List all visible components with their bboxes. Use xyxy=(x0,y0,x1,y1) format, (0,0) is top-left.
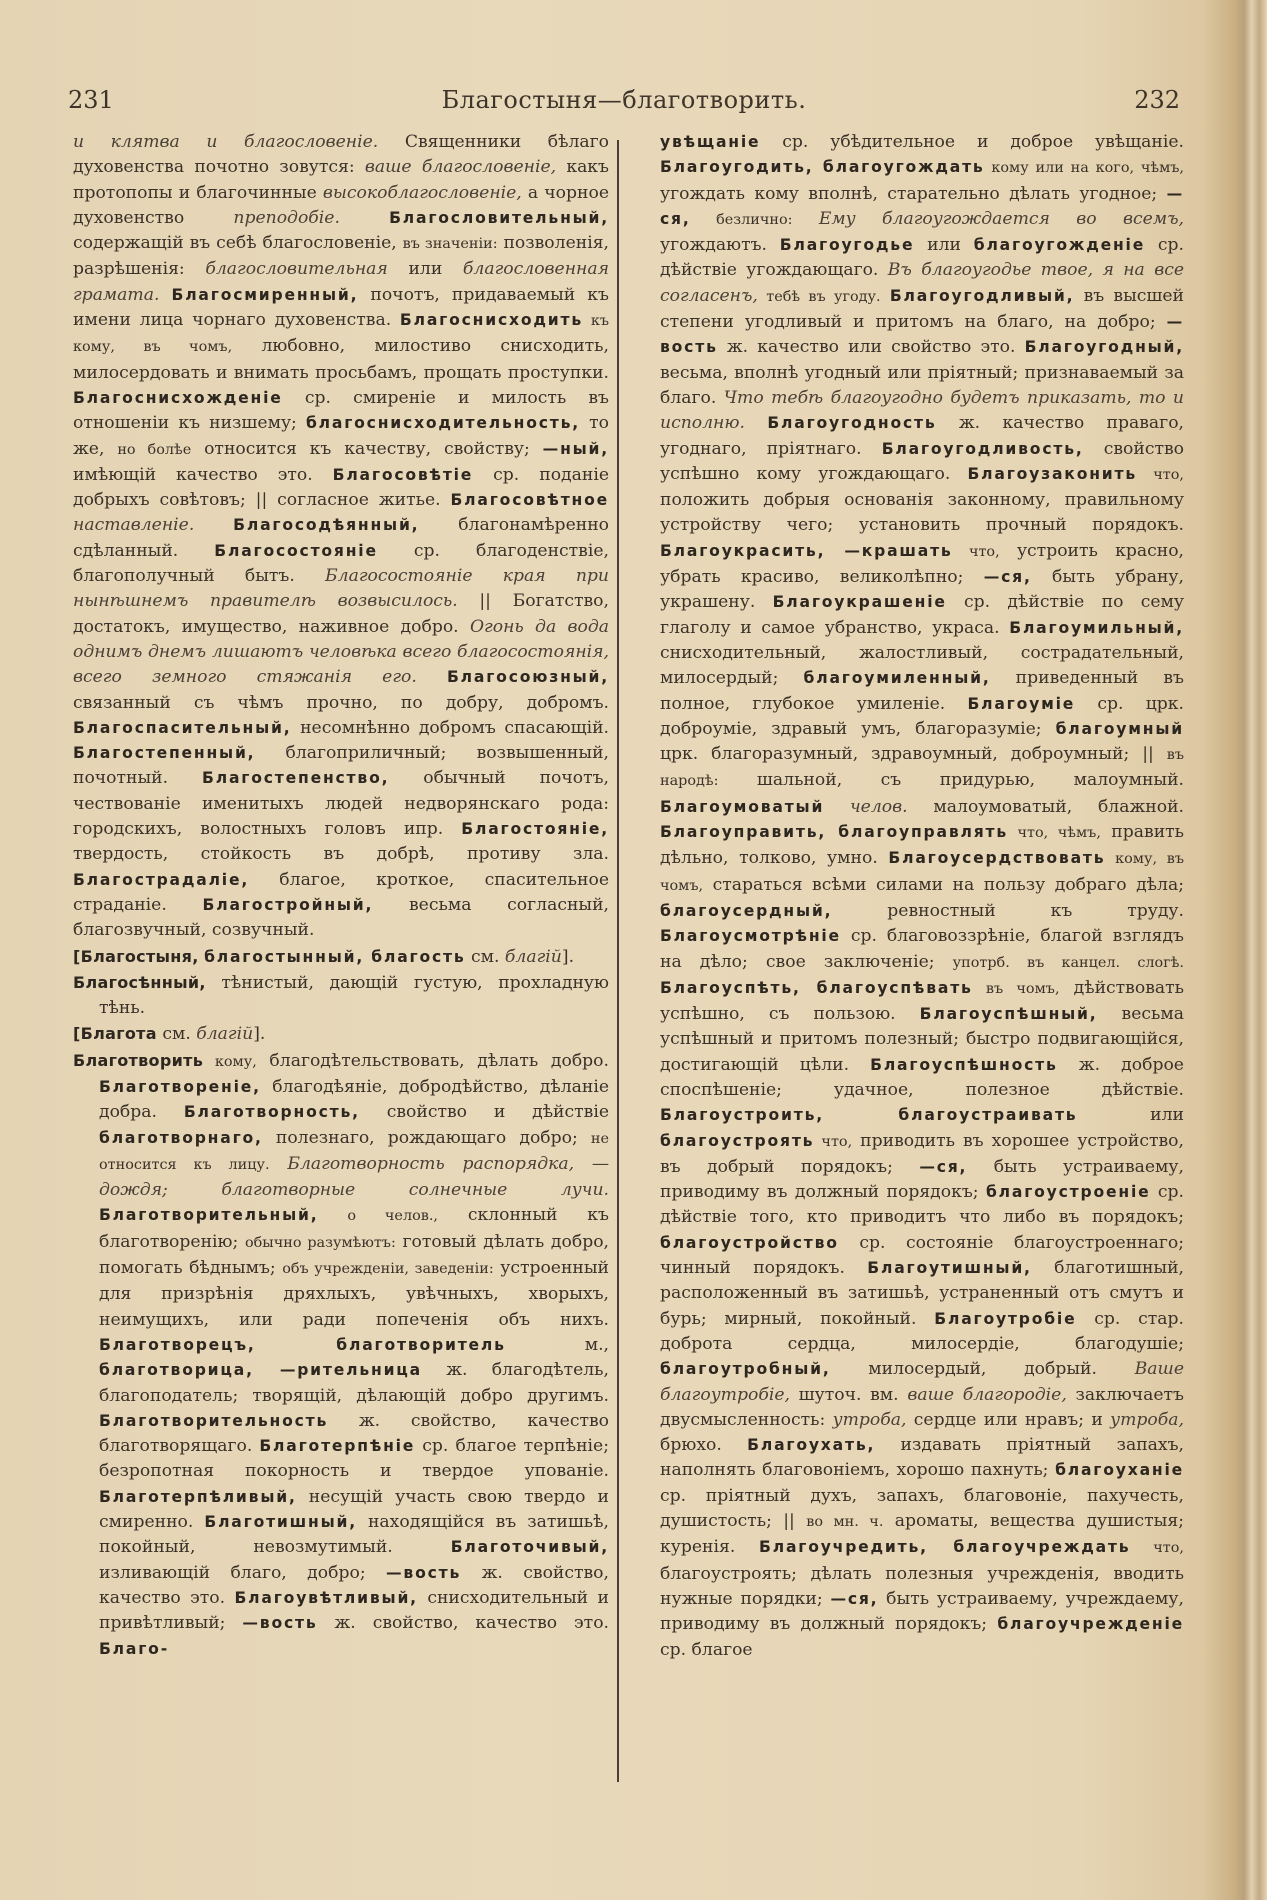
definition-text: дѣйствовать успѣшно, съ пользою. xyxy=(660,977,1184,1025)
definition-text: безлично: xyxy=(690,211,793,228)
headword: благоусердный, xyxy=(660,901,833,920)
definition-text: ср. убѣдительное и доброе увѣщаніе. xyxy=(760,132,1184,152)
definition-text: ж. качество праваго, угоднаго, пріятнаго. xyxy=(660,413,1184,459)
definition-text: править дѣльно, толково, умно. xyxy=(660,822,1185,869)
dictionary-entry xyxy=(73,944,609,970)
definition-text: ароматы, вещества душистыя; куренія. xyxy=(660,1511,1184,1558)
definition-text: какъ протопопы и благочинные xyxy=(73,157,609,203)
definition-text: ср. дѣйствіе того, кто приводитъ что либо въ порядокъ; xyxy=(660,1182,1184,1228)
definition-text: готовый дѣлать добро, помогать бѣднымъ; xyxy=(99,1231,610,1279)
definition-text: см. xyxy=(465,946,505,967)
definition-text: кому или на кого, чѣмъ, xyxy=(984,160,1184,177)
definition-text: малоумоватый, блажной. xyxy=(907,796,1185,817)
headword: —ся, xyxy=(983,568,1032,587)
left-column xyxy=(73,130,609,1662)
headword: Благотерпѣливый, xyxy=(99,1487,297,1506)
definition-text: ]. xyxy=(253,1024,266,1045)
headword: благостынный, благость xyxy=(204,947,466,966)
definition-text: относится къ качеству, свойству; xyxy=(191,438,543,459)
definition-text: см. xyxy=(156,1024,197,1045)
definition-text: ср. црк. доброуміе, здравый умъ, благоразуміе; xyxy=(660,693,1184,739)
headword: Благотворить xyxy=(73,1050,204,1070)
definition-text: ревностный къ труду. xyxy=(832,900,1184,921)
definition-text: благонамѣренно сдѣланный. xyxy=(73,515,609,561)
definition-text: позволенія, разрѣшенія: xyxy=(73,233,610,280)
headword: Благоузаконить xyxy=(967,464,1138,483)
headword: благоутробный, xyxy=(660,1360,831,1379)
headword: Благоумильный, xyxy=(1009,618,1184,637)
headword: благотворица, —рительница xyxy=(99,1361,422,1380)
definition-text: положить добрыя основанія законному, правильному устройству чего; установить прочный порядокъ. xyxy=(660,490,1184,536)
headword: [Благостыня, xyxy=(73,946,199,966)
example-text: Въ благоугодье твое, я на все согласенъ, xyxy=(660,260,1185,306)
definition-text: о челов., xyxy=(318,1208,439,1225)
definition-text xyxy=(824,797,850,817)
definition-text: ж. благодѣтель, благоподатель; творящій, дѣлающій добро другимъ. xyxy=(99,1360,609,1406)
definition-text: склонный къ благотворенію; xyxy=(99,1205,609,1252)
definition-text: шуточ. вм. xyxy=(789,1384,908,1405)
headword: Благоуспѣшность xyxy=(870,1055,1058,1074)
headword: Благосостояніе xyxy=(214,541,378,560)
headword: Благосодѣянный, xyxy=(233,516,420,535)
definition-text: издавать пріятный запахъ, наполнять благовоніемъ, хорошо пахнуть; xyxy=(660,1435,1184,1481)
headword: Благоучредить, благоучреждать xyxy=(759,1538,1131,1557)
definition-text: ж. свойство, качество благотворящаго. xyxy=(99,1410,609,1457)
definition-text: весьма согласный, благозвучный, созвучный. xyxy=(73,894,610,941)
headword: Благоснисходить xyxy=(399,311,583,330)
definition-text: благодѣтельствовать, дѣлать добро. xyxy=(256,1050,609,1071)
headword: Благоугодливый, xyxy=(889,286,1075,305)
definition-text: имѣющій качество это. xyxy=(73,464,333,485)
right-column xyxy=(660,130,1184,1663)
definition-text: обычный почотъ, чествованіе именитыхъ людей недворянскаго рода: городскихъ, волостныхъ головъ ипр. xyxy=(73,768,609,840)
definition-text: несомнѣнно добромъ спасающій. xyxy=(291,717,609,738)
definition-text xyxy=(270,1154,288,1174)
definition-text: ж. свойство, качество это. xyxy=(99,1562,609,1608)
headword: Благоуспѣшный, xyxy=(919,1005,1098,1024)
headword: Благостройный, xyxy=(202,895,374,914)
definition-text: тебѣ въ угоду. xyxy=(757,288,881,305)
definition-text: црк. благоразумный, здравоумный, доброумный; || xyxy=(660,744,1167,765)
definition-text xyxy=(194,515,233,535)
example-text: челов. xyxy=(849,796,908,817)
example-text: ваше благородіе, xyxy=(907,1384,1067,1405)
headword: Благостепенство, xyxy=(202,769,390,788)
definition-text: ср. поданіе добрыхъ совѣтовъ; || согласное житье. xyxy=(73,464,609,511)
definition-text: ср. стар. доброта сердца, милосердіе, благодушіе; xyxy=(660,1308,1184,1354)
definition-text: приводить въ хорошее устройство, въ добрый порядокъ; xyxy=(660,1130,1184,1177)
headword: Благоухать, xyxy=(747,1436,876,1455)
headword: Благотворительность xyxy=(99,1411,329,1430)
example-text: утроба, xyxy=(1110,1409,1184,1430)
headword: Благословительный, xyxy=(389,208,609,227)
headword: благоснисходительность, xyxy=(305,414,581,433)
headword: Благострадаліе, xyxy=(73,870,250,889)
example-text: наставленіе. xyxy=(73,515,195,536)
definition-text: къ кому, въ чомъ, xyxy=(73,313,609,356)
definition-text: ср. состояніе благоустроеннаго; чинный порядокъ. xyxy=(660,1232,1184,1279)
headword: Благоугодный, xyxy=(1024,338,1184,357)
definition-text: Священники бѣлаго духовенства почотно зовутся: xyxy=(73,132,609,178)
dictionary-entry xyxy=(660,130,1184,1663)
example-text: Что тебѣ благоугодно будетъ приказать, то и исполню. xyxy=(660,387,1184,434)
definition-text: ср. благоденствіе, благополучный бытъ. xyxy=(73,540,609,587)
headword: благоуханіе xyxy=(1055,1461,1184,1480)
definition-text: обычно разумѣютъ: xyxy=(244,1234,396,1251)
definition-text: благое, кроткое, спасительное страданіе. xyxy=(73,869,609,915)
headword: Благоснисхожденіе xyxy=(73,388,283,407)
definition-text: ж. качество или свойство это. xyxy=(717,337,1025,358)
definition-text xyxy=(881,286,890,306)
definition-text: а чорное духовенство xyxy=(73,182,609,228)
definition-text: весьма успѣшный и притомъ полезный; быстро подвигающійся, достигающій цѣли. xyxy=(660,1004,1184,1075)
headword: Благотишный, xyxy=(204,1513,357,1532)
running-header xyxy=(68,86,1180,120)
headword: Благо- xyxy=(99,1639,169,1658)
definition-text: ]. xyxy=(561,946,575,967)
definition-text: не относится къ лицу. xyxy=(99,1130,609,1173)
example-text: преподобіе. xyxy=(233,207,340,228)
definition-text xyxy=(792,209,818,229)
example-text: Благотворность распорядка, — дождя; благотворные солнечные лучи. xyxy=(99,1153,610,1201)
headword: благоумиленный, xyxy=(803,669,991,688)
headword: Благоугодность xyxy=(767,414,937,433)
definition-text: кому, въ чомъ, xyxy=(660,851,1184,894)
definition-text: брюхо. xyxy=(660,1435,748,1456)
definition-text: быть убрану, украшену. xyxy=(660,567,1185,613)
definition-text: свойство успѣшно кому угождающаго. xyxy=(660,438,1184,484)
definition-text: ср. благовоззрѣніе, благой взглядъ на дѣло; свое заключеніе; xyxy=(660,926,1184,972)
headword: Благоутробіе xyxy=(934,1309,1077,1328)
headword: Благоугодить, благоугождать xyxy=(660,158,985,177)
headword: —вость xyxy=(242,1614,318,1633)
definition-text: устроить красно, убрать красиво, великолѣпно; xyxy=(660,540,1185,588)
column-divider xyxy=(617,140,619,1782)
definition-text: въ народѣ: xyxy=(660,747,1184,790)
headword: благоугожденіе xyxy=(973,236,1146,255)
definition-text: шальной, съ придурью, малоумный. xyxy=(718,770,1184,791)
definition-text: стараться всѣми силами на пользу добраго дѣла; xyxy=(703,874,1184,895)
headword: Благоугодье xyxy=(779,236,915,255)
dictionary-entry xyxy=(73,1021,609,1047)
definition-text: кому, xyxy=(203,1053,257,1070)
definition-text: приведенный въ полное, глубокое умиленіе. xyxy=(660,668,1184,714)
example-text: высокоблагословеніе, xyxy=(322,182,522,203)
headword: увѣщаніе xyxy=(660,133,761,151)
headword: —ся, xyxy=(660,184,1184,228)
example-text: благословительная xyxy=(205,259,388,280)
definition-text: твердость, стойкость въ добрѣ, противу зла. xyxy=(73,844,609,865)
headword: благоустройство xyxy=(660,1233,839,1252)
definition-text: что, xyxy=(814,1133,853,1150)
definition-text: сердце или нравъ; и xyxy=(906,1409,1111,1430)
definition-text xyxy=(340,208,389,228)
definition-text: что, xyxy=(1130,1540,1184,1557)
headword: Благоусмотрѣніе xyxy=(660,927,841,946)
definition-text: связанный съ чѣмъ прочно, по добру, добромъ. xyxy=(73,692,609,713)
headword: благоучрежденіе xyxy=(997,1615,1184,1634)
definition-text: то же, xyxy=(73,413,609,459)
headword: Благоспасительный, xyxy=(73,718,292,737)
dictionary-entry xyxy=(73,130,609,944)
definition-text: ср. благое терпѣніе; безропотная покорность и твердое упованіе. xyxy=(99,1436,609,1482)
example-text: благій xyxy=(196,1024,254,1045)
headword: Благотворительный, xyxy=(99,1206,319,1225)
headword: благоумный xyxy=(1055,719,1184,738)
definition-text: снисходительный, жалостливый, сострадательный, милосердый; xyxy=(660,642,1184,689)
headword: Благотвореніе, xyxy=(99,1077,261,1096)
headword: благоустроять xyxy=(660,1131,815,1150)
definition-text: что, xyxy=(952,543,1000,560)
headword: Благосмиренный, xyxy=(171,285,359,304)
headword: Благосоюзный, xyxy=(447,668,609,687)
definition-text: въ значеніи: xyxy=(402,236,498,253)
definition-text: въ высшей степени угодливый и притомъ на благо, на добро; xyxy=(660,285,1185,333)
definition-text: благодѣяніе, добродѣйство, дѣланіе добра. xyxy=(99,1076,609,1123)
headword: —ный, xyxy=(542,439,609,458)
headword: Благоуміе xyxy=(967,694,1076,713)
definition-text: почотъ, придаваемый къ имени лица чорнаго духовенства. xyxy=(73,284,609,331)
headword: Благосовѣтное xyxy=(450,491,609,510)
definition-text xyxy=(417,667,447,687)
definition-text: свойство и дѣйствіе xyxy=(359,1102,609,1123)
definition-text: тѣнистый, дающій густую, прохладную тѣнь. xyxy=(99,972,609,1019)
definition-text: во мн. ч. xyxy=(806,1514,884,1531)
dictionary-entry xyxy=(73,1048,609,1662)
headword: Благотворность, xyxy=(183,1103,360,1122)
page-number-right: 232 xyxy=(1134,86,1180,114)
example-text: Ему благоугождается во всемъ, xyxy=(818,208,1184,229)
example-text: Огонь да вода однимъ днемъ лишаютъ человѣка всего благосостоянія, всего земного стяжанія его. xyxy=(73,616,609,688)
definition-text: въ чомъ, xyxy=(972,980,1060,997)
headword: Благоуспѣть, благоуспѣвать xyxy=(660,978,973,997)
headword: —вость xyxy=(386,1563,462,1582)
example-text: благословенная грамата. xyxy=(73,259,609,305)
definition-text: ср. смиреніе и милость въ отношеніи къ низшему; xyxy=(73,387,609,434)
definition-text: несущій участь свою твердо и смиренно. xyxy=(99,1486,609,1533)
definition-text: ж. доброе споспѣшеніе; удачное, полезное дѣйствіе. xyxy=(660,1054,1184,1100)
definition-text: благоприличный; возвышенный, почотный. xyxy=(73,743,609,789)
page-number-left: 231 xyxy=(68,86,114,114)
headword: Благоувѣтливый, xyxy=(234,1588,418,1607)
definition-text: употрб. въ канцел. слогѣ. xyxy=(952,954,1184,971)
definition-text: объ учрежденіи, заведеніи: xyxy=(282,1261,494,1278)
headword: благоустроеніе xyxy=(985,1183,1151,1202)
definition-text: угождать кому вполнѣ, старательно дѣлать угодное; xyxy=(660,183,1167,204)
definition-text: ж. свойство, качество это. xyxy=(317,1613,610,1634)
headword: Благосовѣтіе xyxy=(332,465,474,484)
dictionary-entry xyxy=(73,970,609,1022)
definition-text: содержащій въ себѣ благословеніе, xyxy=(73,233,403,254)
example-text: ваше благословеніе, xyxy=(364,157,557,178)
example-text: благій xyxy=(504,946,562,967)
definition-text: что, чѣмъ, xyxy=(1008,825,1101,842)
headword: Благостояніе, xyxy=(461,820,609,839)
headword: благотворнаго, xyxy=(99,1128,263,1147)
example-text: Благосостояніе края при нынѣшнемъ правителѣ возвысилось. xyxy=(73,566,610,612)
definition-text: снисходительный и привѣтливый; xyxy=(99,1587,610,1634)
headword: Благоумоватый xyxy=(660,797,825,816)
definition-text: ср. дѣйствіе по сему глаголу и самое убранство, украса. xyxy=(660,592,1184,638)
definition-text: ср. дѣйствіе угождающаго. xyxy=(660,235,1184,281)
headword: —ся, xyxy=(830,1589,879,1608)
definition-text: полезнаго, рождающаго добро; xyxy=(262,1127,591,1148)
headword: —ся, xyxy=(919,1157,968,1176)
headword: Благоутишный, xyxy=(867,1259,1032,1278)
definition-text: ср. благое xyxy=(660,1639,753,1660)
definition-text: изливающій благо, добро; xyxy=(99,1562,387,1583)
definition-text: любовно, милостиво снисходить, милосердовать и внимать просьбамъ, прощать проступки. xyxy=(73,336,610,383)
headword: Благосѣнный, xyxy=(73,972,206,992)
definition-text: быть устраиваему, приводиму въ должный порядокъ; xyxy=(660,1156,1185,1203)
definition-text: устроенный для призрѣнія дряхлыхъ, увѣчныхъ, хворыхъ, неимущихъ, или ради попеченія объ нихъ. xyxy=(99,1258,610,1330)
headword: Благоугодливость, xyxy=(881,439,1084,458)
definition-text: весьма, вполнѣ угодный или пріятный; признаваемый за благо. xyxy=(660,362,1184,408)
headword: Благоустроить, благоустраивать xyxy=(660,1106,1078,1125)
definition-text: но болѣе xyxy=(117,441,192,458)
headword: Благотерпѣніе xyxy=(259,1437,416,1456)
definition-text: ср. пріятный духъ, запахъ, благовоніе, пахучесть, душистость; || xyxy=(660,1485,1184,1532)
definition-text: быть устраиваему, учреждаему, приводиму въ должный порядокъ; xyxy=(660,1588,1184,1635)
definition-text: милосердый, добрый. xyxy=(830,1359,1135,1380)
definition-text: благоустроять; дѣлать полезныя учрежденія, вводить нужные порядки; xyxy=(660,1563,1184,1609)
definition-text: что, xyxy=(1137,466,1184,483)
definition-text: благотишный, расположенный въ затишьѣ, устраненный отъ смутъ и бурь; мирный, покойный. xyxy=(660,1258,1185,1329)
headword: [Благота xyxy=(73,1024,157,1044)
headword: —вость xyxy=(660,313,1184,357)
example-text: утроба, xyxy=(832,1409,907,1430)
definition-text: заключаетъ двусмысленность: xyxy=(660,1384,1184,1430)
running-title: Благостыня—благотворить. xyxy=(441,86,807,114)
headword: Благоусердствовать xyxy=(888,849,1106,868)
headword: Благоукрашеніе xyxy=(772,593,947,612)
headword: Благостепенный, xyxy=(73,744,256,763)
headword: Благотворецъ, благотворитель xyxy=(99,1335,506,1354)
headword: Благоточивый, xyxy=(450,1538,609,1557)
definition-text: или xyxy=(387,259,463,280)
example-text: и клятва и благословеніе. xyxy=(73,132,379,152)
definition-text: угождаютъ. xyxy=(660,235,780,256)
headword: Благоуправить, благоуправлять xyxy=(660,823,1009,842)
headword: Благоукрасить, —крашать xyxy=(660,541,953,560)
definition-text xyxy=(745,413,767,433)
example-text: Ваше благоутробіе, xyxy=(660,1359,1184,1405)
definition-text xyxy=(159,285,171,305)
definition-text: или xyxy=(914,235,974,256)
definition-text: || Богатство, достатокъ, имущество, наживное добро. xyxy=(73,591,609,637)
definition-text: м., xyxy=(505,1334,610,1355)
definition-text: или xyxy=(1077,1105,1184,1126)
definition-text: находящійся въ затишьѣ, покойный, невозмутимый. xyxy=(99,1512,609,1558)
